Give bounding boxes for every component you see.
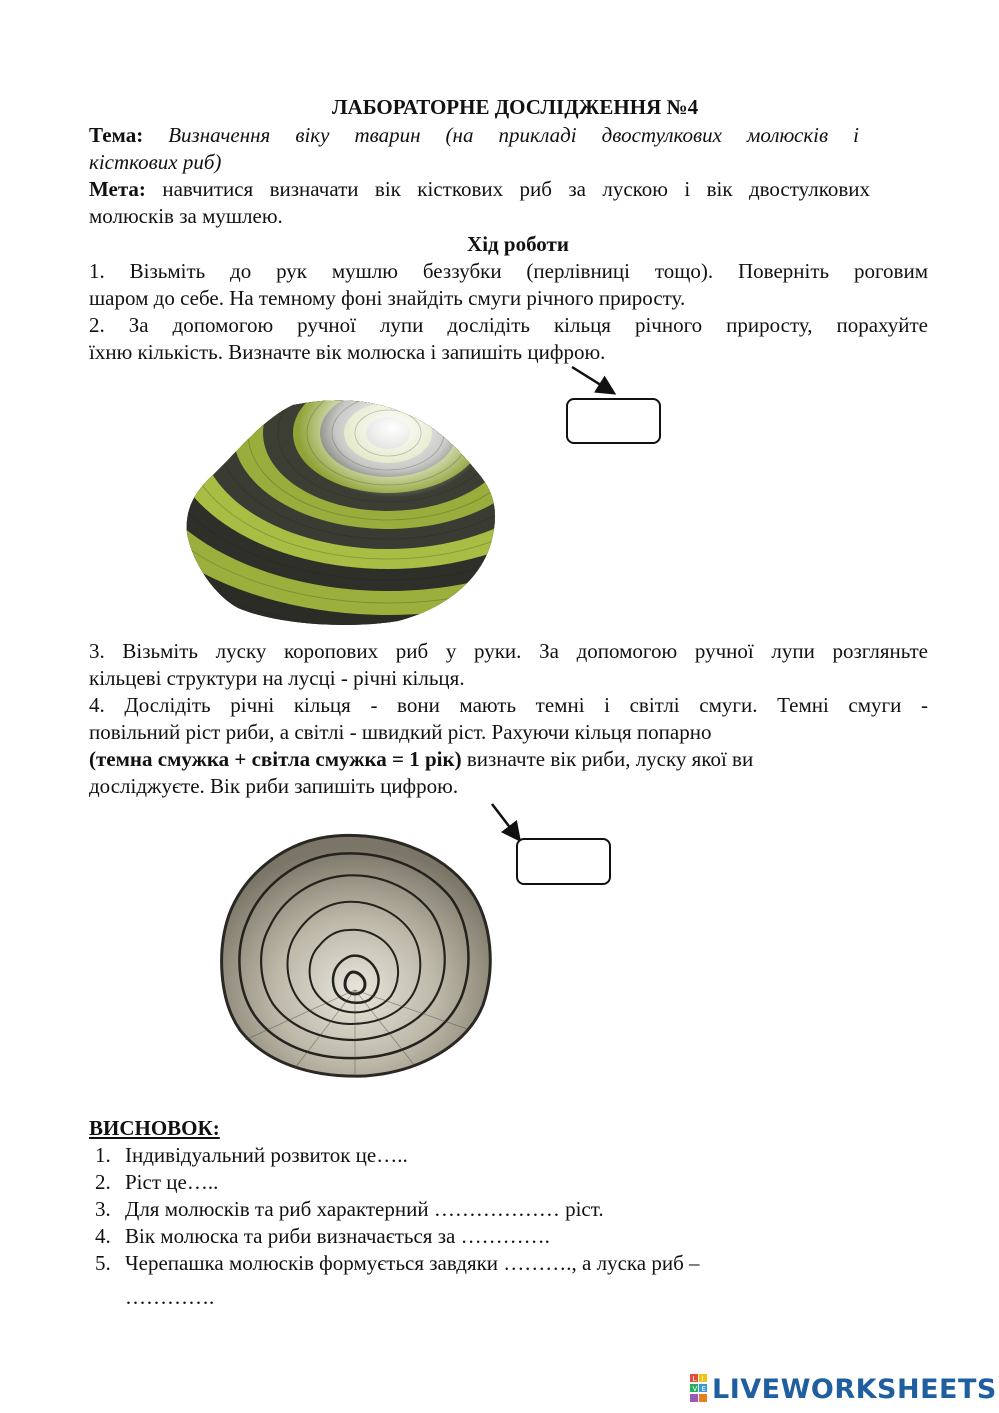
fish-scale-image [215,830,497,1080]
procedure-heading: Хід роботи [467,232,569,256]
item-text: Індивідуальний розвиток це….. [125,1143,408,1167]
item-number: 4. [95,1224,111,1248]
conclusion-item-5 [95,1250,700,1277]
logo-mark-icon [690,1374,708,1404]
logo-mark-letter: E [701,1385,706,1393]
goal-line-2: молюсків за мушлею. [89,204,283,228]
topic-label: Тема: [89,123,144,147]
topic-text: Визначення віку тварин (на прикладі двостулкових молюсків і [168,123,859,147]
conclusion-item-5-continued: …………. [125,1285,215,1309]
page-title: ЛАБОРАТОРНЕ ДОСЛІДЖЕННЯ №4 [331,95,699,119]
goal-label: Мета: [89,177,146,201]
step-4-line-3 [89,746,753,773]
topic-line-1 [89,122,859,149]
mollusk-shell-image [183,393,501,625]
fish-age-answer-box[interactable] [516,838,611,885]
item-text: Вік молюска та риби визначається за …………. [125,1224,550,1248]
conclusion-item-4 [95,1223,550,1250]
liveworksheets-logo [690,1372,997,1406]
item-number: 3. [95,1197,111,1221]
step-4-line-3-text: визначте вік риби, луску якої ви [461,747,754,771]
step-4-line-1: 4. Дослідіть річні кільця - вони мають темні і світлі смуги. Темні смуги - [89,693,928,717]
logo-mark-letter: V [692,1385,698,1393]
step-2-line-1: 2. За допомогою ручної лупи дослідіть кільця річного приросту, порахуйте [89,313,928,337]
step-4-line-2: повільний ріст риби, а світлі - швидкий ріст. Рахуючи кільця попарно [89,720,712,744]
logo-mark-letter: L [692,1375,697,1383]
item-number: 2. [95,1170,111,1194]
logo-text: LIVEWORKSHEETS [712,1373,997,1405]
conclusion-item-2 [95,1169,218,1196]
step-3-line-1: 3. Візьміть луску коропових риб у руки. За допомогою ручної лупи розгляньте [89,639,928,663]
conclusion-heading: ВИСНОВОК: [89,1116,220,1140]
logo-mark-letter: I [701,1375,704,1383]
topic-line-2: кісткових риб) [89,150,222,174]
item-number: 5. [95,1251,111,1275]
conclusion-item-3 [95,1196,604,1223]
step-2-line-2: їхню кількість. Визначте вік молюска і запишіть цифрою. [89,340,606,364]
item-number: 1. [95,1143,111,1167]
step-3-line-2: кільцеві структури на лусці - річні кільця. [89,666,465,690]
goal-line-1 [89,176,870,203]
item-text: Черепашка молюсків формується завдяки ………., а луска риб – [125,1251,700,1275]
goal-text: навчитися визначати вік кісткових риб за лускою і вік двостулкових [162,177,870,201]
step-1-line-1: 1. Візьміть до рук мушлю беззубки (перлівниці тощо). Поверніть роговим [89,259,928,283]
item-text: Для молюсків та риб характерний ……………… ріст. [125,1197,604,1221]
step-4-line-4: досліджуєте. Вік риби запишіть цифрою. [89,774,459,798]
item-text: Ріст це….. [125,1170,219,1194]
step-4-formula: (темна смужка + світла смужка = 1 рік) [89,747,462,771]
mollusk-age-answer-box[interactable] [566,398,661,444]
arrow-icon [560,360,630,402]
step-1-line-2: шаром до себе. На темному фоні знайдіть смуги річного приросту. [89,286,686,310]
conclusion-item-1 [95,1142,408,1169]
